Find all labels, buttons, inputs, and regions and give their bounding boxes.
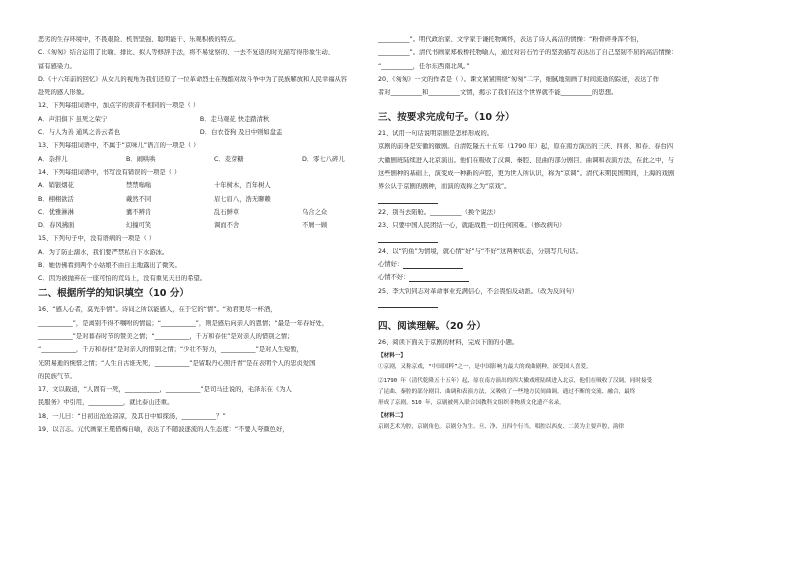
question-14: 14、下列每组词语中，书写没有错误的一项是（ ） xyxy=(38,168,181,176)
question-21-passage: 京剧的前身是安徽的徽剧。自清乾隆五十五年（1790 年）起，原在南方演出的三庆、四喜、和春、春台四 xyxy=(378,143,674,151)
q14-c-word2: 囊不辨肯 xyxy=(126,208,152,216)
question-23: 23、只要中国人民团结一心，就能战胜一切任何困难。（修改病句） xyxy=(378,222,566,230)
question-13-options xyxy=(38,156,390,164)
question-19-line4: “__________，任尔东西南北风。” xyxy=(378,62,470,70)
question-12-options-row2 xyxy=(38,129,390,137)
question-25-answer-line[interactable] xyxy=(378,301,438,308)
q14-d-word1: D．春风拂面 xyxy=(38,222,75,230)
q14-a-word1: A．销银烟花 xyxy=(38,182,74,190)
q13-option-a: A．杂拌儿 xyxy=(38,155,68,163)
q13-option-d: D．零七八碎儿 xyxy=(302,155,345,163)
question-21-passage-4: 界公认于京剧的剧种，而演的戏称之为“京戏”。 xyxy=(378,183,511,191)
question-21-answer-line[interactable] xyxy=(378,197,438,204)
q14-a-word3: 十年树木，百年树人 xyxy=(214,182,271,190)
question-17: 17、文以载道，“人固有一死，___________，___________”是司马迁说的，毛泽东在《为人 xyxy=(38,386,292,394)
question-24: 24、以“钓鱼”为情境，就心情“好”与“不好”这两种状态，分别写几句话。 xyxy=(378,247,582,255)
question-12-options xyxy=(38,116,390,124)
question-12: 12、下列每组词语中，加点字的读音不相同的一项是（ ） xyxy=(38,102,200,110)
question-22: 22、别当去陷舱。__________（换个说法） xyxy=(378,208,500,216)
q14-d-word2: 幻撞可笑 xyxy=(126,222,152,230)
q14-option-b xyxy=(38,196,390,204)
q12-option-b: B．走马观花 快走踏清秋 xyxy=(199,115,270,123)
q14-d-word4: 不屑一顾 xyxy=(302,222,328,230)
q24-bad-row xyxy=(378,274,758,282)
material-1-para-2-line2: 了昆曲、秦腔的部分剧目、曲调和表演方法，又吸收了一些地方民间曲调，通过不断的交流、融合，最终 xyxy=(378,388,636,395)
q15-option-b: B．她仿佛看到两个小姑娘不由自主地露出了微笑。 xyxy=(38,262,181,270)
question-21: 21、试用一句话说明京剧是怎样形成的。 xyxy=(378,130,494,138)
q14-b-word2: 戴然不同 xyxy=(126,195,152,203)
q14-b-word3: 眉七眉八，浩无聊赖 xyxy=(214,195,271,203)
question-25: 25、李大钊同志对革命事业充满信心，不会畏怕反动派。（改为反问句） xyxy=(378,287,579,295)
question-19-line3: __________”。清代书画家郑板桥托物喻人，通过对岩石竹子的坚劲描写表达出了自己坚韧不屈的高洁情操： xyxy=(378,49,678,57)
q14-option-a xyxy=(38,182,390,190)
section-2-heading: 二、根据所学的知识填空（10 分） xyxy=(38,288,190,300)
question-16-line5: 光阴易逝的惋惜之情；“人生自古谁无死，___________”是留取丹心照汗青”是在表明个人的忠贞爱国 xyxy=(38,359,316,367)
option-d-text-cont: 赴死的感人形象。 xyxy=(38,89,89,97)
q14-d-word3: 调而不舍 xyxy=(214,222,240,230)
q24-bad-label: 心情不好： xyxy=(378,274,410,282)
question-16-line2: ___________”，是离别不得不嘱咐的情谊；“___________”，则是感后向亲人的恩情；“最是一年春好处， xyxy=(38,319,329,327)
question-19-line2: __________”。明代政治家、文学家于谦托物寓怀，表达了诗人高洁的情操：“粉骨碎身浑不怕， xyxy=(378,36,643,43)
question-19: 19、以言志。元代画家王冕借梅自喻，表达了不随波逐流的人生态度：“不要人夸颜色好， xyxy=(38,426,289,434)
q15-option-a: A．为了防止溺水，我们要严禁私自下水游泳。 xyxy=(38,248,169,256)
q14-b-word1: B．栩栩欲活 xyxy=(38,195,74,203)
question-16-line6: 的民族气节。 xyxy=(38,372,76,380)
material-1-para-2-line3: 形成了京剧。510 年，京剧被列入联合国教科文组织非物质文化遗产名录。 xyxy=(378,399,565,406)
question-16-line4: “___________，千万和春住”是对亲人的惜别之情；“少壮不努力，___________”是对人生短暂， xyxy=(38,346,303,354)
q13-option-c: C．麦芽糖 xyxy=(214,155,244,163)
q12-option-c: C．与人为善 通风之善云者也 xyxy=(38,129,120,137)
option-d-text: D.《十六年前的回忆》从女儿的视角为我们还原了一位革命烈士在残酷对敌斗争中为了民族解放和人民幸福从容 xyxy=(38,75,348,83)
question-21-passage-3: 这些剧种的基础上，演变成一种新的声腔，更为世人所认识，称为“京调”。清代末期民国期间，上海的戏剧 xyxy=(378,170,675,178)
paragraph-text: 恶劣的生存环境中，不畏艰险、机智坚强、聪明能干、乐观积极的特点。 xyxy=(38,36,240,43)
q24-good-answer-line[interactable] xyxy=(403,261,463,269)
question-26: 26、阅读下面关于京剧的材料，完成下面的小题。 xyxy=(378,339,519,347)
material-2-para-1: 京剧艺术为腔，京剧角色。京剧分为生、旦、净、丑四个行当。唱腔以西皮、二黄为主要声腔，韵律 xyxy=(378,423,625,430)
q12-option-d: D．白衣苍狗 及日中则如盘盂 xyxy=(199,129,283,137)
option-c-text-cont: 富有感染力。 xyxy=(38,62,76,70)
question-15: 15、下列句子中，没有语病的一项是（ ） xyxy=(38,235,156,243)
q14-c-word4: 乌合之众 xyxy=(302,208,328,216)
question-23-answer-line[interactable] xyxy=(378,236,438,243)
q14-c-word1: C．优雅淋淋 xyxy=(38,208,74,216)
question-18: 18、一儿曰：“日初出沧沧凉凉，及其日中如探汤，___________？” xyxy=(38,412,226,420)
q24-good-label: 心情好： xyxy=(378,261,404,269)
q12-option-a: A．声泪俱下 虽死之荣宁 xyxy=(38,115,108,123)
material-1-para-1: ①京剧，又称京戏，“中国国粹”之一，是中国影响力最大的戏曲剧种，深受国人喜爱。 xyxy=(378,364,592,371)
material-1-label: 【材料一】 xyxy=(378,353,406,360)
right-column xyxy=(378,36,758,431)
q14-option-c xyxy=(38,209,390,217)
material-2-label: 【材料二】 xyxy=(378,412,406,419)
left-column xyxy=(38,36,390,434)
question-16-line3: ___________”是对暮春时节的赞美之情；“___________，千万和春住”是对亲人的惜别之情； xyxy=(38,332,294,340)
q14-option-d xyxy=(38,222,390,230)
q13-option-b: B．闹哄哄 xyxy=(126,155,156,163)
question-16: 16、“感人心者，莫先乎情”。诗词之所以能感人，在于它的“情”。“劝君更尽一杯酒， xyxy=(38,306,277,314)
q14-a-word2: 禁禁嗡嗡 xyxy=(126,182,152,190)
question-13: 13、下列每组词语中，不属于“京味儿”语言的一项是（ ） xyxy=(38,142,200,150)
q14-c-word3: 乱石鲜草 xyxy=(214,208,240,216)
section-4-heading: 四、阅读理解。（20 分） xyxy=(378,321,486,333)
question-20-line2: 者对__________和__________文情，揭示了我们在这个世界就不能__________的思想。 xyxy=(378,89,618,97)
question-17-line2: 民服务》中引用，___________，就比泰山还重。 xyxy=(38,399,174,407)
question-20: 20、《匆匆》一文的作者是（ ）。课文紧紧围绕“匆匆”二字，细腻地刻画了时间流逝的踪迹，表达了作 xyxy=(378,75,660,83)
question-21-passage-2: 大徽剧班陆续进入北京演出。他们在吸收了汉调、秦腔、昆曲的部分剧目、曲调和表演方法，在此之中，与 xyxy=(378,156,674,164)
section-3-heading: 三、按要求完成句子。（10 分） xyxy=(378,112,515,124)
q15-option-c: C．因为被抛弃在一座可怕的荒岛上，没有重见天日的希望。 xyxy=(38,275,207,283)
q24-bad-answer-line[interactable] xyxy=(409,274,469,282)
q24-good-row xyxy=(378,261,758,269)
option-c-text: C.《匆匆》结合运用了比喻、排比、拟人等修辞手法，将不易觉察的、一去不复返的时光描写得形象生动、 xyxy=(38,49,335,57)
material-1-para-2: ②1790 年（清代乾隆五十五年）起，原在南方演出的四大徽戏班陆续进入北京，他们在吸收了汉调，同时接受 xyxy=(378,377,653,384)
